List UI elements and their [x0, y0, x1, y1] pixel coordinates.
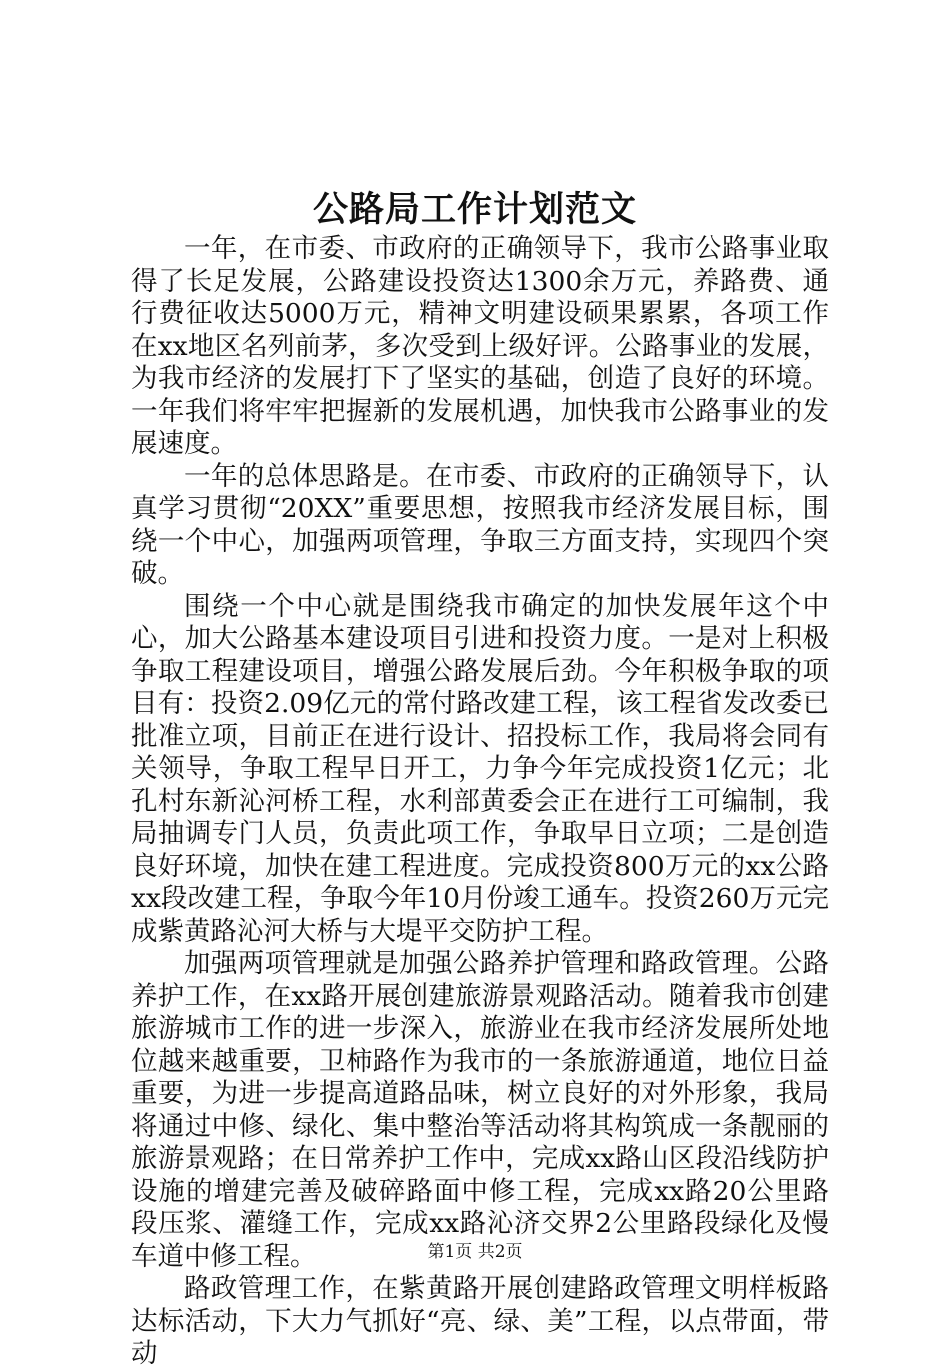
paragraph-2: 一年的总体思路是。在市委、市政府的正确领导下，认真学习贯彻“20XX”重要思想，按照我市经济发展目标，围绕一个中心，加强两项管理，争取三方面支持，实现四个突破。	[131, 460, 829, 589]
paragraph-5: 路政管理工作，在紫黄路开展创建路政管理文明样板路达标活动，下大力气抓好“亮、绿、美”工程，以点带面，带动	[131, 1273, 829, 1369]
page-footer: 第1页 共2页	[427, 1242, 523, 1262]
paragraph-1: 一年，在市委、市政府的正确领导下，我市公路事业取得了长足发展，公路建设投资达1300余万元，养路费、通行费征收达5000万元，精神文明建设硕果累累，各项工作在xx地区名列前茅，多次受到上级好评。公路事业的发展，为我市经济的发展打下了坚实的基础，创造了良好的环境。一年我们将牢牢把握新的发展机遇，加快我市公路事业的发展速度。	[131, 233, 829, 459]
document-title: 公路局工作计划范文	[312, 189, 637, 230]
paragraph-3: 围绕一个中心就是围绕我市确定的加快发展年这个中心，加大公路基本建设项目引进和投资力度。一是对上积极争取工程建设项目，增强公路发展后劲。今年积极争取的项目有：投资2.09亿元的常付路改建工程，该工程省发改委已批准立项，目前正在进行设计、招投标工作，我局将会同有关领导，争取工程早日开工，力争今年完成投资1亿元；北孔村东新沁河桥工程，水利部黄委会正在进行工可编制，我局抽调专门人员，负责此项工作，争取早日立项；二是创造良好环境，加快在建工程进度。完成投资800万元的xx公路xx段改建工程，争取今年10月份竣工通车。投资260万元完成紫黄路沁河大桥与大堤平交防护工程。	[131, 590, 829, 947]
document-body	[131, 233, 829, 1371]
paragraph-4: 加强两项管理就是加强公路养护管理和路政管理。公路养护工作，在xx路开展创建旅游景观路活动。随着我市创建旅游城市工作的进一步深入，旅游业在我市经济发展所处地位越来越重要，卫柿路作为我市的一条旅游通道，地位日益重要，为进一步提高道路品味，树立良好的对外形象，我局将通过中修、绿化、集中整治等活动将其构筑成一条靓丽的旅游景观路；在日常养护工作中，完成xx路山区段沿线防护设施的增建完善及破碎路面中修工程，完成xx路20公里路段压浆、灌缝工作，完成xx路沁济交界2公里路段绿化及慢车道中修工程。	[131, 948, 829, 1272]
